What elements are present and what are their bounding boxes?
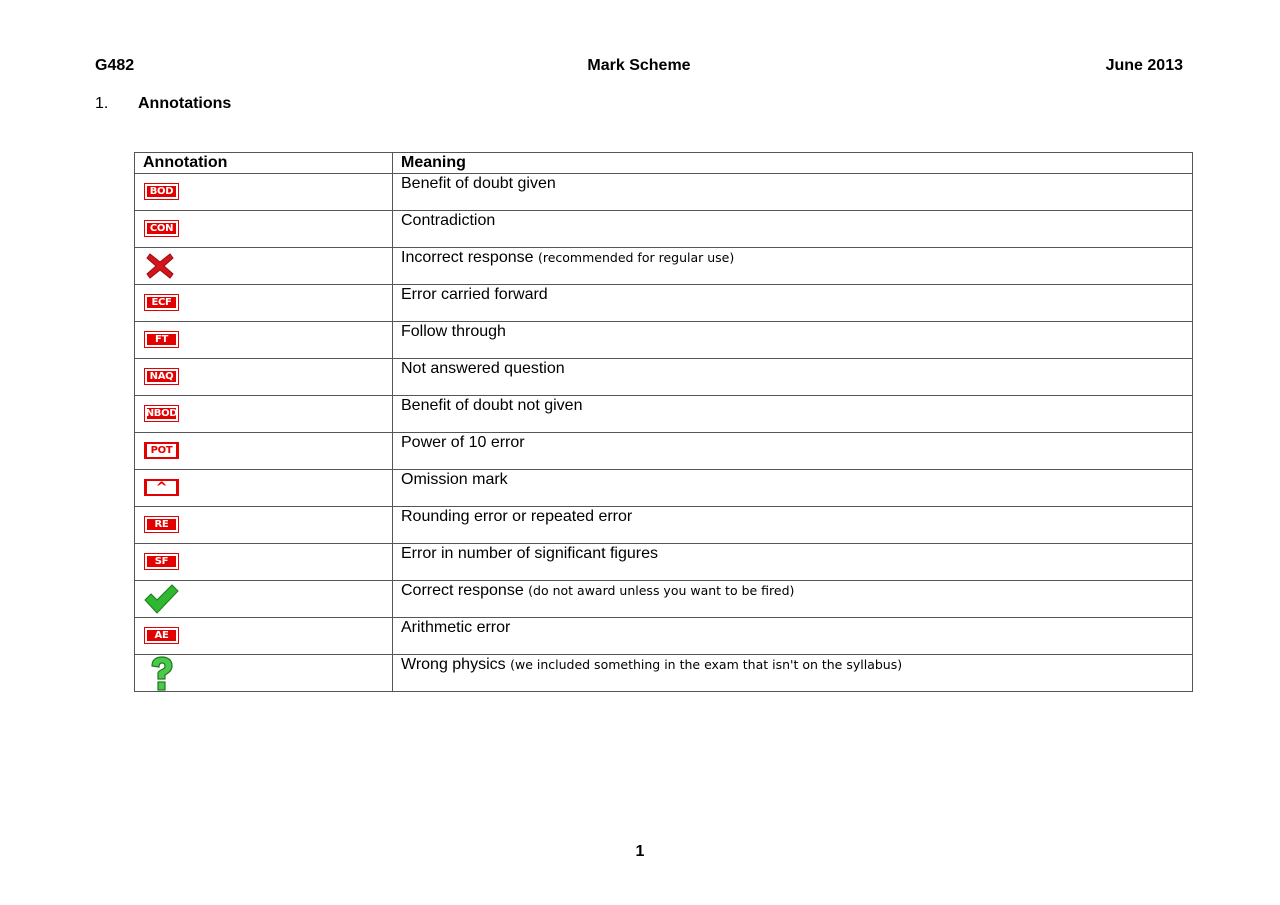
meaning-cell — [393, 470, 1193, 507]
meaning-text: Follow through — [401, 323, 506, 340]
table-row — [135, 285, 1193, 322]
page-header — [95, 57, 1183, 77]
table-row — [135, 359, 1193, 396]
bod-stamp-icon: BOD — [144, 183, 179, 200]
annotation-cell — [135, 359, 393, 396]
document-title: Mark Scheme — [587, 57, 691, 74]
table-row — [135, 544, 1193, 581]
green-tick-icon — [143, 583, 179, 615]
annotation-cell — [135, 396, 393, 433]
annotation-cell — [135, 248, 393, 285]
meaning-text: Rounding error or repeated error — [401, 508, 633, 525]
ae-stamp-icon: AE — [144, 627, 179, 644]
table-row — [135, 470, 1193, 507]
meaning-cell — [393, 396, 1193, 433]
red-cross-icon — [145, 251, 175, 281]
annotation-cell — [135, 470, 393, 507]
annotation-cell — [135, 322, 393, 359]
meaning-note: (do not award unless you want to be fired) — [528, 583, 795, 598]
column-header-annotation: Annotation — [135, 153, 393, 174]
table-row — [135, 655, 1193, 692]
meaning-cell — [393, 359, 1193, 396]
re-stamp-icon: RE — [144, 516, 179, 533]
annotation-cell — [135, 211, 393, 248]
meaning-note: (we included something in the exam that isn't on the syllabus) — [510, 657, 903, 672]
meaning-text: Wrong physics — [401, 656, 506, 673]
green-question-icon — [149, 656, 175, 692]
table-row — [135, 507, 1193, 544]
meaning-text: Power of 10 error — [401, 434, 525, 451]
sf-stamp-icon: SF — [144, 553, 179, 570]
naq-stamp-icon: NAQ — [144, 368, 179, 385]
annotation-cell — [135, 433, 393, 470]
table-row — [135, 211, 1193, 248]
meaning-text: Correct response — [401, 582, 524, 599]
table-row — [135, 322, 1193, 359]
meaning-cell — [393, 655, 1193, 692]
meaning-cell — [393, 581, 1193, 618]
meaning-cell — [393, 544, 1193, 581]
exam-date: June 2013 — [1105, 57, 1183, 74]
meaning-cell — [393, 618, 1193, 655]
annotation-cell — [135, 285, 393, 322]
annotation-cell — [135, 618, 393, 655]
section-title: Annotations — [138, 95, 232, 112]
annotation-cell — [135, 655, 393, 692]
table-header-row — [135, 153, 1193, 174]
table-row — [135, 433, 1193, 470]
page-number: 1 — [635, 843, 645, 860]
meaning-text: Not answered question — [401, 360, 565, 377]
omission-caret-icon: ^ — [144, 479, 179, 496]
meaning-cell — [393, 211, 1193, 248]
meaning-text: Benefit of doubt given — [401, 175, 556, 192]
section-number: 1. — [95, 95, 109, 112]
meaning-text: Benefit of doubt not given — [401, 397, 583, 414]
ft-stamp-icon: FT — [144, 331, 179, 348]
meaning-cell — [393, 248, 1193, 285]
table-row — [135, 248, 1193, 285]
table-row — [135, 396, 1193, 433]
con-stamp-icon: CON — [144, 220, 179, 237]
annotation-cell — [135, 174, 393, 211]
pot-stamp-icon: POT — [144, 442, 179, 459]
meaning-text: Incorrect response — [401, 249, 534, 266]
meaning-text: Error in number of significant figures — [401, 545, 658, 562]
meaning-text: Contradiction — [401, 212, 496, 229]
nbod-stamp-icon: NBOD — [144, 405, 179, 422]
meaning-text: Arithmetic error — [401, 619, 511, 636]
ecf-stamp-icon: ECF — [144, 294, 179, 311]
meaning-cell — [393, 507, 1193, 544]
meaning-text: Omission mark — [401, 471, 508, 488]
annotations-table — [134, 152, 1193, 692]
meaning-cell — [393, 322, 1193, 359]
column-header-meaning: Meaning — [393, 153, 1193, 174]
paper-code: G482 — [95, 57, 135, 74]
meaning-text: Error carried forward — [401, 286, 548, 303]
table-row — [135, 174, 1193, 211]
annotation-cell — [135, 507, 393, 544]
annotation-cell — [135, 581, 393, 618]
meaning-cell — [393, 174, 1193, 211]
table-row — [135, 618, 1193, 655]
meaning-cell — [393, 433, 1193, 470]
annotation-cell — [135, 544, 393, 581]
table-row — [135, 581, 1193, 618]
meaning-cell — [393, 285, 1193, 322]
meaning-note: (recommended for regular use) — [537, 250, 735, 265]
